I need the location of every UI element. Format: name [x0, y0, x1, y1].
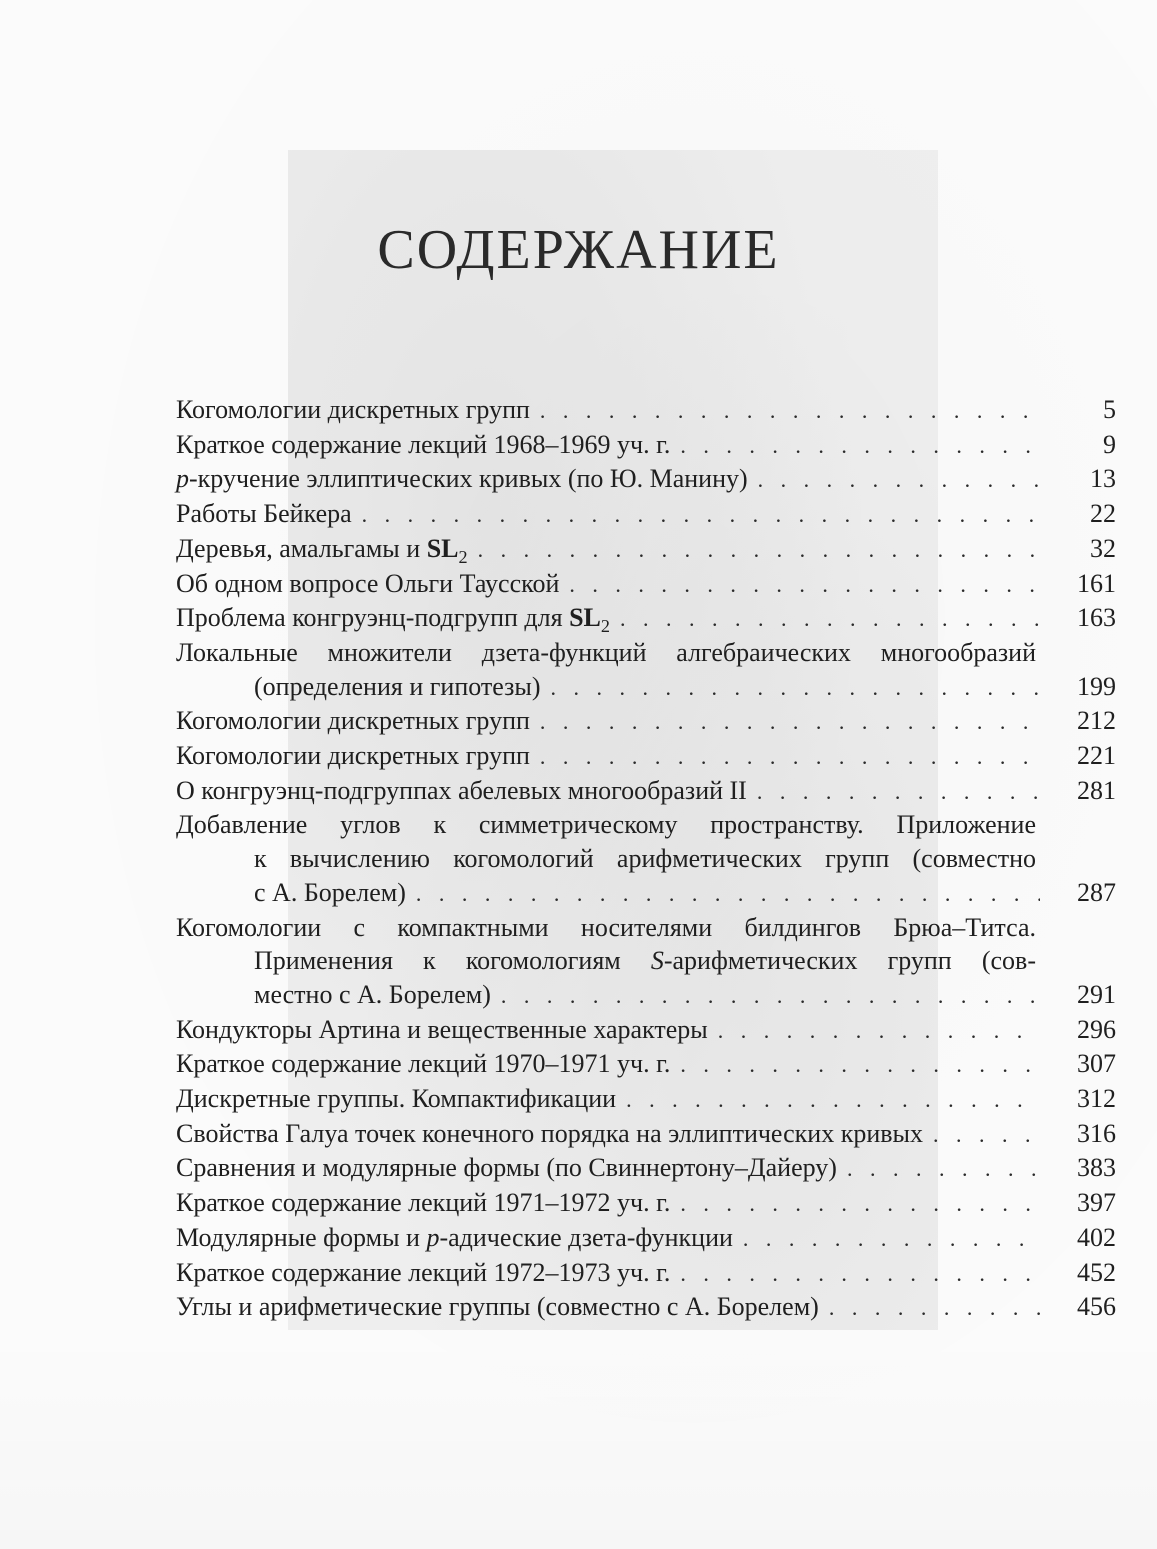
leader-dots	[478, 533, 1040, 567]
page-bottom-margin	[0, 1330, 1157, 1549]
toc-entry-page: 307	[1077, 1049, 1116, 1079]
leader-dots	[569, 568, 1040, 602]
toc-entry-text: -кручение эллиптических кривых (по Ю. Манину)	[189, 464, 748, 494]
toc-entry-title: Краткое содержание лекций 1970–1971 уч. г.	[176, 1049, 671, 1079]
toc-entry[interactable]	[176, 1082, 1116, 1117]
toc-entry-text: -адические дзета-функции	[439, 1222, 733, 1252]
math-symbol: SL	[569, 603, 601, 633]
toc-entry-page: 22	[1090, 499, 1116, 529]
toc-entry-title	[176, 601, 610, 635]
leader-dots	[680, 1187, 1040, 1221]
page-title: СОДЕРЖАНИЕ	[377, 219, 780, 281]
leader-dots	[743, 1222, 1040, 1256]
toc-entry-title: Об одном вопросе Ольги Таусской	[176, 568, 560, 598]
toc-entry-title: Работы Бейкера	[176, 499, 352, 529]
toc-entry-line	[176, 944, 1036, 978]
toc-entry-title: Когомологии дискретных групп	[176, 395, 530, 424]
toc-entry-page: 383	[1077, 1153, 1116, 1183]
toc-entry-title: с А. Борелем)	[254, 877, 406, 907]
toc-entry[interactable]	[176, 1013, 1116, 1048]
toc-entry[interactable]	[176, 1186, 1116, 1221]
toc-entry-page: 281	[1077, 775, 1116, 805]
toc-entry[interactable]	[176, 1290, 1116, 1325]
toc-entry-page: 13	[1090, 464, 1116, 494]
leader-dots	[847, 1152, 1040, 1186]
toc-entry-line: Локальные множители дзета-функций алгебраических многообразий	[176, 637, 1036, 667]
toc-entry-text: Применения к когомологиям	[254, 946, 651, 976]
toc-entry[interactable]	[176, 1151, 1116, 1186]
toc-entry-title: Краткое содержание лекций 1971–1972 уч. г.	[176, 1188, 671, 1218]
toc-entry[interactable]	[176, 911, 1116, 1013]
toc-entry-title: Когомологии дискретных групп	[176, 706, 530, 736]
toc-entry-title: Краткое содержание лекций 1972–1973 уч. г.	[176, 1257, 671, 1287]
toc-entry[interactable]	[176, 393, 1116, 428]
toc-entry-page: 221	[1077, 741, 1116, 771]
toc-entry[interactable]	[176, 636, 1116, 704]
toc-entry-text: Деревья, амальгамы и	[176, 533, 427, 563]
leader-dots	[540, 705, 1040, 739]
toc-entry-title	[176, 462, 748, 496]
toc-entry-title: Сравнения и модулярные формы (по Свиннертону–Дайеру)	[176, 1153, 837, 1183]
leader-dots	[680, 429, 1040, 463]
leader-dots	[758, 463, 1040, 497]
toc-entry-page: 397	[1077, 1188, 1116, 1218]
toc-entry-page: 163	[1077, 603, 1116, 633]
toc-entry-page: 212	[1077, 706, 1116, 736]
toc-entry-page: 287	[1077, 877, 1116, 907]
toc-entry-title: Когомологии дискретных групп	[176, 741, 530, 771]
leader-dots	[757, 775, 1040, 809]
toc-entry-page: 5	[1103, 395, 1116, 424]
toc-entry-page: 291	[1077, 979, 1116, 1009]
toc-entry-title	[176, 1221, 733, 1255]
toc-entry-title: местно с А. Борелем)	[254, 979, 491, 1009]
toc-entry[interactable]	[176, 567, 1116, 602]
math-symbol: p	[176, 464, 189, 494]
leader-dots	[680, 1048, 1040, 1082]
math-symbol: S	[650, 946, 664, 976]
math-symbol: p	[426, 1222, 440, 1252]
toc-entry-text: -арифметических групп (сов-	[663, 946, 1036, 976]
toc-entry[interactable]	[176, 601, 1116, 636]
toc-entry-page: 199	[1077, 671, 1116, 701]
math-subscript: 2	[600, 616, 610, 637]
toc-entry-text: Проблема конгруэнц-подгрупп для	[176, 603, 570, 633]
leader-dots	[620, 602, 1040, 636]
toc-entry-page: 296	[1077, 1014, 1116, 1044]
toc-entry-page: 402	[1077, 1222, 1116, 1252]
toc-entry-title	[176, 532, 468, 566]
toc-entry[interactable]	[176, 704, 1116, 739]
leader-dots	[501, 979, 1040, 1013]
leader-dots	[680, 1257, 1040, 1291]
toc-entry[interactable]	[176, 1117, 1116, 1152]
toc-entry-text: Модулярные формы и	[176, 1222, 427, 1252]
leader-dots	[626, 1083, 1040, 1117]
leader-dots	[933, 1118, 1040, 1152]
toc-entry-page: 456	[1077, 1292, 1116, 1322]
toc-entry-line: Когомологии с компактными носителями билдингов Брюа–Титса.	[176, 912, 1036, 942]
toc-entry-page: 452	[1077, 1257, 1116, 1287]
toc-entry-line: Добавление углов к симметрическому пространству. Приложение	[176, 810, 1036, 840]
table-of-contents	[176, 393, 1116, 1325]
toc-entry[interactable]	[176, 462, 1116, 497]
toc-entry-page: 9	[1103, 429, 1116, 459]
toc-entry-title: Краткое содержание лекций 1968–1969 уч. г.	[176, 429, 671, 459]
toc-entry-title: Дискретные группы. Компактификации	[176, 1084, 617, 1114]
toc-entry-line: к вычислению когомологий арифметических групп (совместно	[254, 844, 1036, 874]
toc-entry[interactable]	[176, 532, 1116, 567]
toc-entry[interactable]	[176, 1221, 1116, 1256]
leader-dots	[362, 498, 1040, 532]
toc-entry-title: О конгруэнц-подгруппах абелевых многообразий II	[176, 775, 747, 805]
toc-entry-page: 161	[1077, 568, 1116, 598]
toc-entry[interactable]	[176, 739, 1116, 774]
leader-dots	[416, 877, 1040, 911]
toc-entry[interactable]	[176, 1256, 1116, 1291]
toc-entry[interactable]	[176, 428, 1116, 463]
leader-dots	[551, 671, 1040, 705]
toc-entry-page: 312	[1077, 1084, 1116, 1114]
toc-entry[interactable]	[176, 1047, 1116, 1082]
math-symbol: SL	[426, 533, 459, 563]
math-subscript: 2	[458, 547, 468, 567]
toc-entry-title: Углы и арифметические группы (совместно с А. Борелем)	[176, 1292, 819, 1322]
toc-entry-page: 32	[1090, 533, 1116, 563]
toc-entry-page: 316	[1077, 1118, 1116, 1148]
leader-dots	[718, 1014, 1040, 1048]
toc-entry[interactable]	[176, 808, 1116, 910]
toc-entry[interactable]	[176, 774, 1116, 809]
toc-entry-title: Свойства Галуа точек конечного порядка на эллиптических кривых	[176, 1118, 923, 1148]
leader-dots	[540, 740, 1040, 774]
toc-entry[interactable]	[176, 497, 1116, 532]
toc-entry-title: (определения и гипотезы)	[254, 671, 541, 701]
leader-dots	[540, 394, 1040, 428]
leader-dots	[829, 1291, 1040, 1325]
toc-entry-title: Кондукторы Артина и вещественные характеры	[176, 1014, 708, 1044]
